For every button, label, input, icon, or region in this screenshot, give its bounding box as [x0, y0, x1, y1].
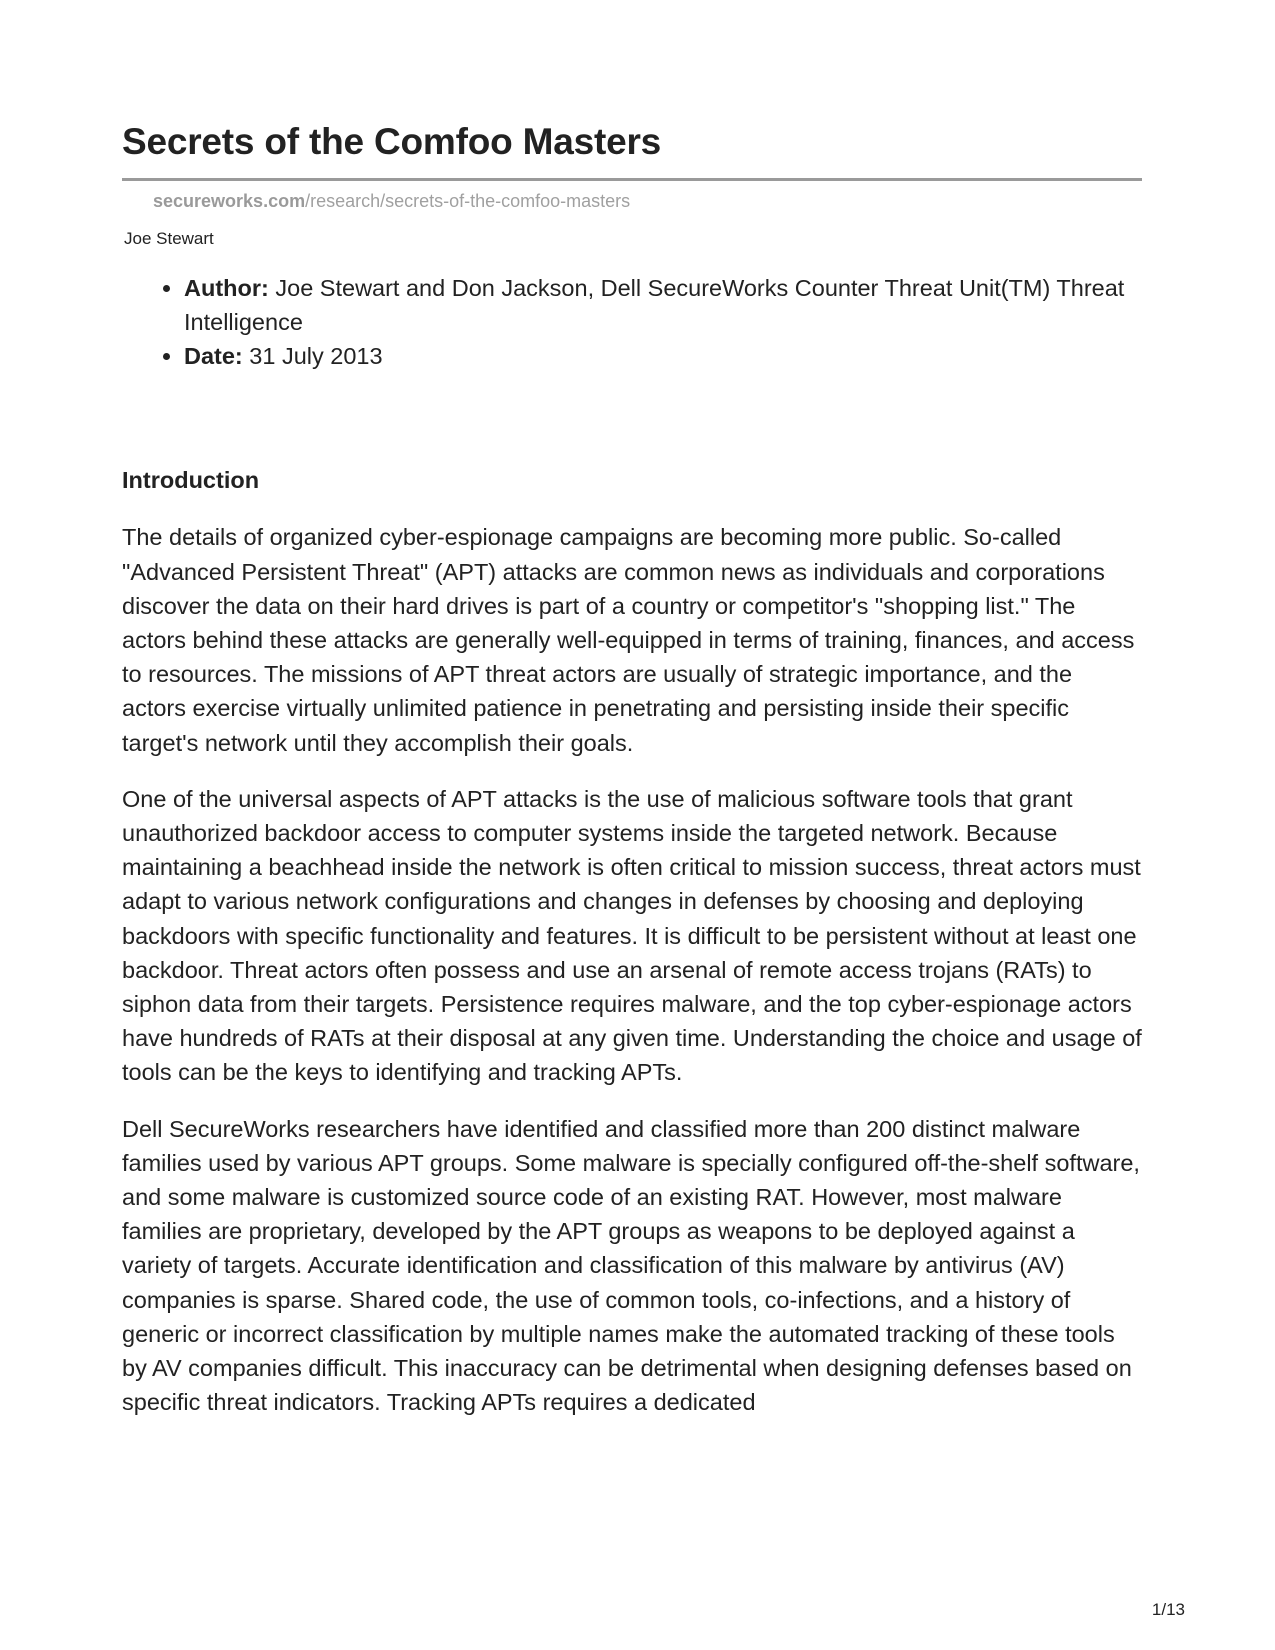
meta-author-value: Joe Stewart and Don Jackson, Dell SecureWorks Counter Threat Unit(TM) Threat Intelligence: [184, 275, 1125, 336]
document-page: [122, 120, 1142, 1419]
byline: Joe Stewart: [124, 229, 214, 249]
page-title: Secrets of the Comfoo Masters: [122, 121, 662, 162]
page-number: 1/13: [1151, 1600, 1185, 1619]
article-meta-list: [122, 271, 1142, 373]
paragraph: One of the universal aspects of APT attacks is the use of malicious software tools that grant unauthorized backdoor access to computer systems inside the targeted network. Because maintaining a beachhead inside the network is often critical to mission success, threat actors must adapt to various network configurations and changes in defenses by choosing and deploying backdoors with specific functionality and features. It is difficult to be persistent without at least one backdoor. Threat actors often possess and use an arsenal of remote access trojans (RATs) to siphon data from their targets. Persistence requires malware, and the top cyber-espionage actors have hundreds of RATs at their disposal at any given time. Understanding the choice and usage of tools can be the keys to identifying and tracking APTs.: [122, 785, 1142, 1086]
source-url[interactable]: [153, 191, 1142, 212]
title-divider: [122, 178, 1142, 181]
meta-date: [184, 339, 1142, 373]
section-heading: Introduction: [122, 467, 260, 494]
meta-date-key: Date:: [184, 343, 243, 370]
source-path: /research/secrets-of-the-comfoo-masters: [305, 191, 631, 212]
meta-author-key: Author:: [184, 275, 269, 302]
source-domain: secureworks.com: [153, 191, 306, 212]
paragraph: The details of organized cyber-espionage campaigns are becoming more public. So-called "Advanced Persistent Threat" (APT) attacks are common news as individuals and corporations discover the data on their hard drives is part of a country or competitor's "shopping list." The actors behind these attacks are generally well-equipped in terms of training, finances, and access to resources. The missions of APT threat actors are usually of strategic importance, and the actors exercise virtually unlimited patience in penetrating and persisting inside their specific target's network until they accomplish their goals.: [122, 524, 1135, 756]
meta-date-value: 31 July 2013: [242, 343, 383, 370]
paragraph: Dell SecureWorks researchers have identified and classified more than 200 distinct malware families used by various APT groups. Some malware is specially configured off-the-shelf software, and some malware is customized source code of an existing RAT. However, most malware families are proprietary, developed by the APT groups as weapons to be deployed against a variety of targets. Accurate identification and classification of this malware by antivirus (AV) companies is sparse. Shared code, the use of common tools, co-infections, and a history of generic or incorrect classification by multiple names make the automated tracking of these tools by AV companies difficult. This inaccuracy can be detrimental when designing defenses based on specific threat indicators. Tracking APTs requires a dedicated: [122, 1115, 1140, 1416]
meta-author: [184, 271, 1142, 339]
